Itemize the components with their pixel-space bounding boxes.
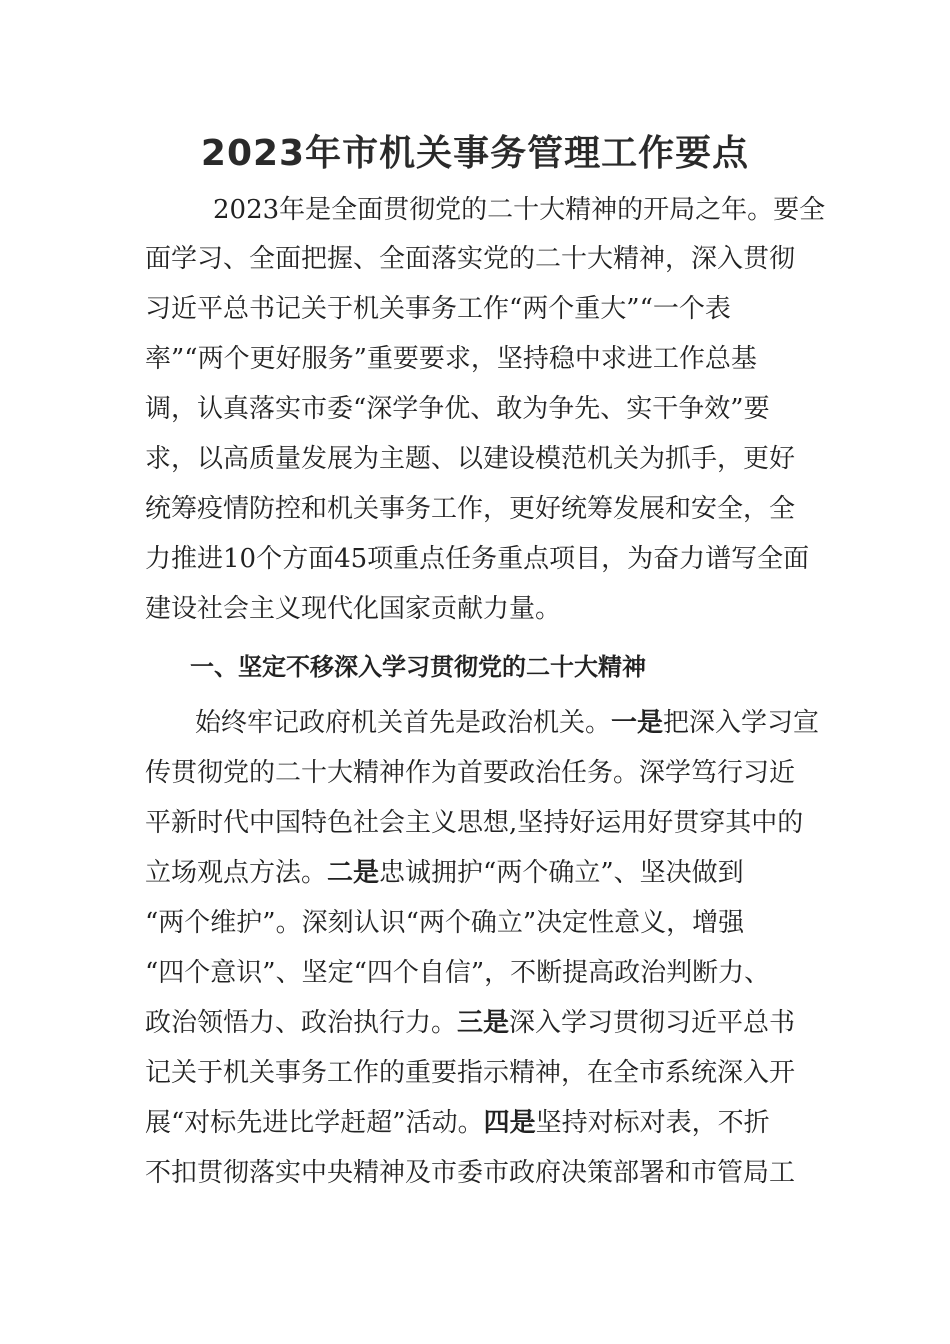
section-text: 深入学习贯彻习近平总书: [509, 1008, 796, 1038]
intro-line: 调，认真落实市委“深学争优、敢为争先、实干争效”要: [145, 394, 770, 424]
point-marker: 二是: [327, 858, 380, 888]
intro-line: 力推进10个方面45项重点任务重点项目，为奋力谱写全面: [145, 544, 810, 574]
point-marker: 四是: [483, 1108, 536, 1138]
section-text: 展“对标先进比学赶超”活动。: [145, 1108, 484, 1138]
section-line: [145, 1105, 825, 1141]
section-text: 立场观点方法。: [145, 858, 328, 888]
point-marker: 一是: [611, 708, 664, 738]
intro-line: 统筹疫情防控和机关事务工作，更好统筹发展和安全，全: [145, 494, 796, 524]
intro-line: 2023年是全面贯彻党的二十大精神的开局之年。要全: [213, 195, 826, 225]
section-line: “两个维护”。深刻认识“两个确立”决定性意义，增强: [145, 908, 745, 938]
document-title: 2023年市机关事务管理工作要点: [200, 133, 750, 174]
intro-line: 习近平总书记关于机关事务工作“两个重大”“一个表: [145, 294, 731, 324]
intro-line: 建设社会主义现代化国家贡献力量。: [145, 594, 562, 624]
section-heading: 一、坚定不移深入学习贯彻党的二十大精神: [190, 653, 646, 681]
section-line: 记关于机关事务工作的重要指示精神，在全市系统深入开: [145, 1058, 796, 1088]
section-text: 政治领悟力、政治执行力。: [145, 1008, 458, 1038]
point-marker: 三是: [457, 1008, 510, 1038]
section-line: 不扣贯彻落实中央精神及市委市政府决策部署和市管局工: [145, 1158, 796, 1188]
section-text: 忠诚拥护“两个确立”、坚决做到: [379, 858, 744, 888]
section-text: 把深入学习宣: [663, 708, 820, 738]
intro-line: 面学习、全面把握、全面落实党的二十大精神，深入贯彻: [145, 244, 796, 274]
section-line: “四个意识”、坚定“四个自信”，不断提高政治判断力、: [145, 958, 771, 988]
section-text: 坚持对标对表，不折: [535, 1108, 770, 1138]
section-line: 平新时代中国特色社会主义思想,坚持好运用好贯穿其中的: [145, 808, 804, 838]
intro-line: 求，以高质量发展为主题、以建设模范机关为抓手，更好: [145, 444, 796, 474]
section-line: 传贯彻党的二十大精神作为首要政治任务。深学笃行习近: [145, 758, 796, 788]
section-line: [145, 1005, 825, 1041]
section-text: 始终牢记政府机关首先是政治机关。: [195, 708, 612, 738]
section-line: [195, 705, 875, 741]
intro-line: 率”“两个更好服务”重要要求，坚持稳中求进工作总基: [145, 344, 757, 374]
section-line: [145, 855, 825, 891]
